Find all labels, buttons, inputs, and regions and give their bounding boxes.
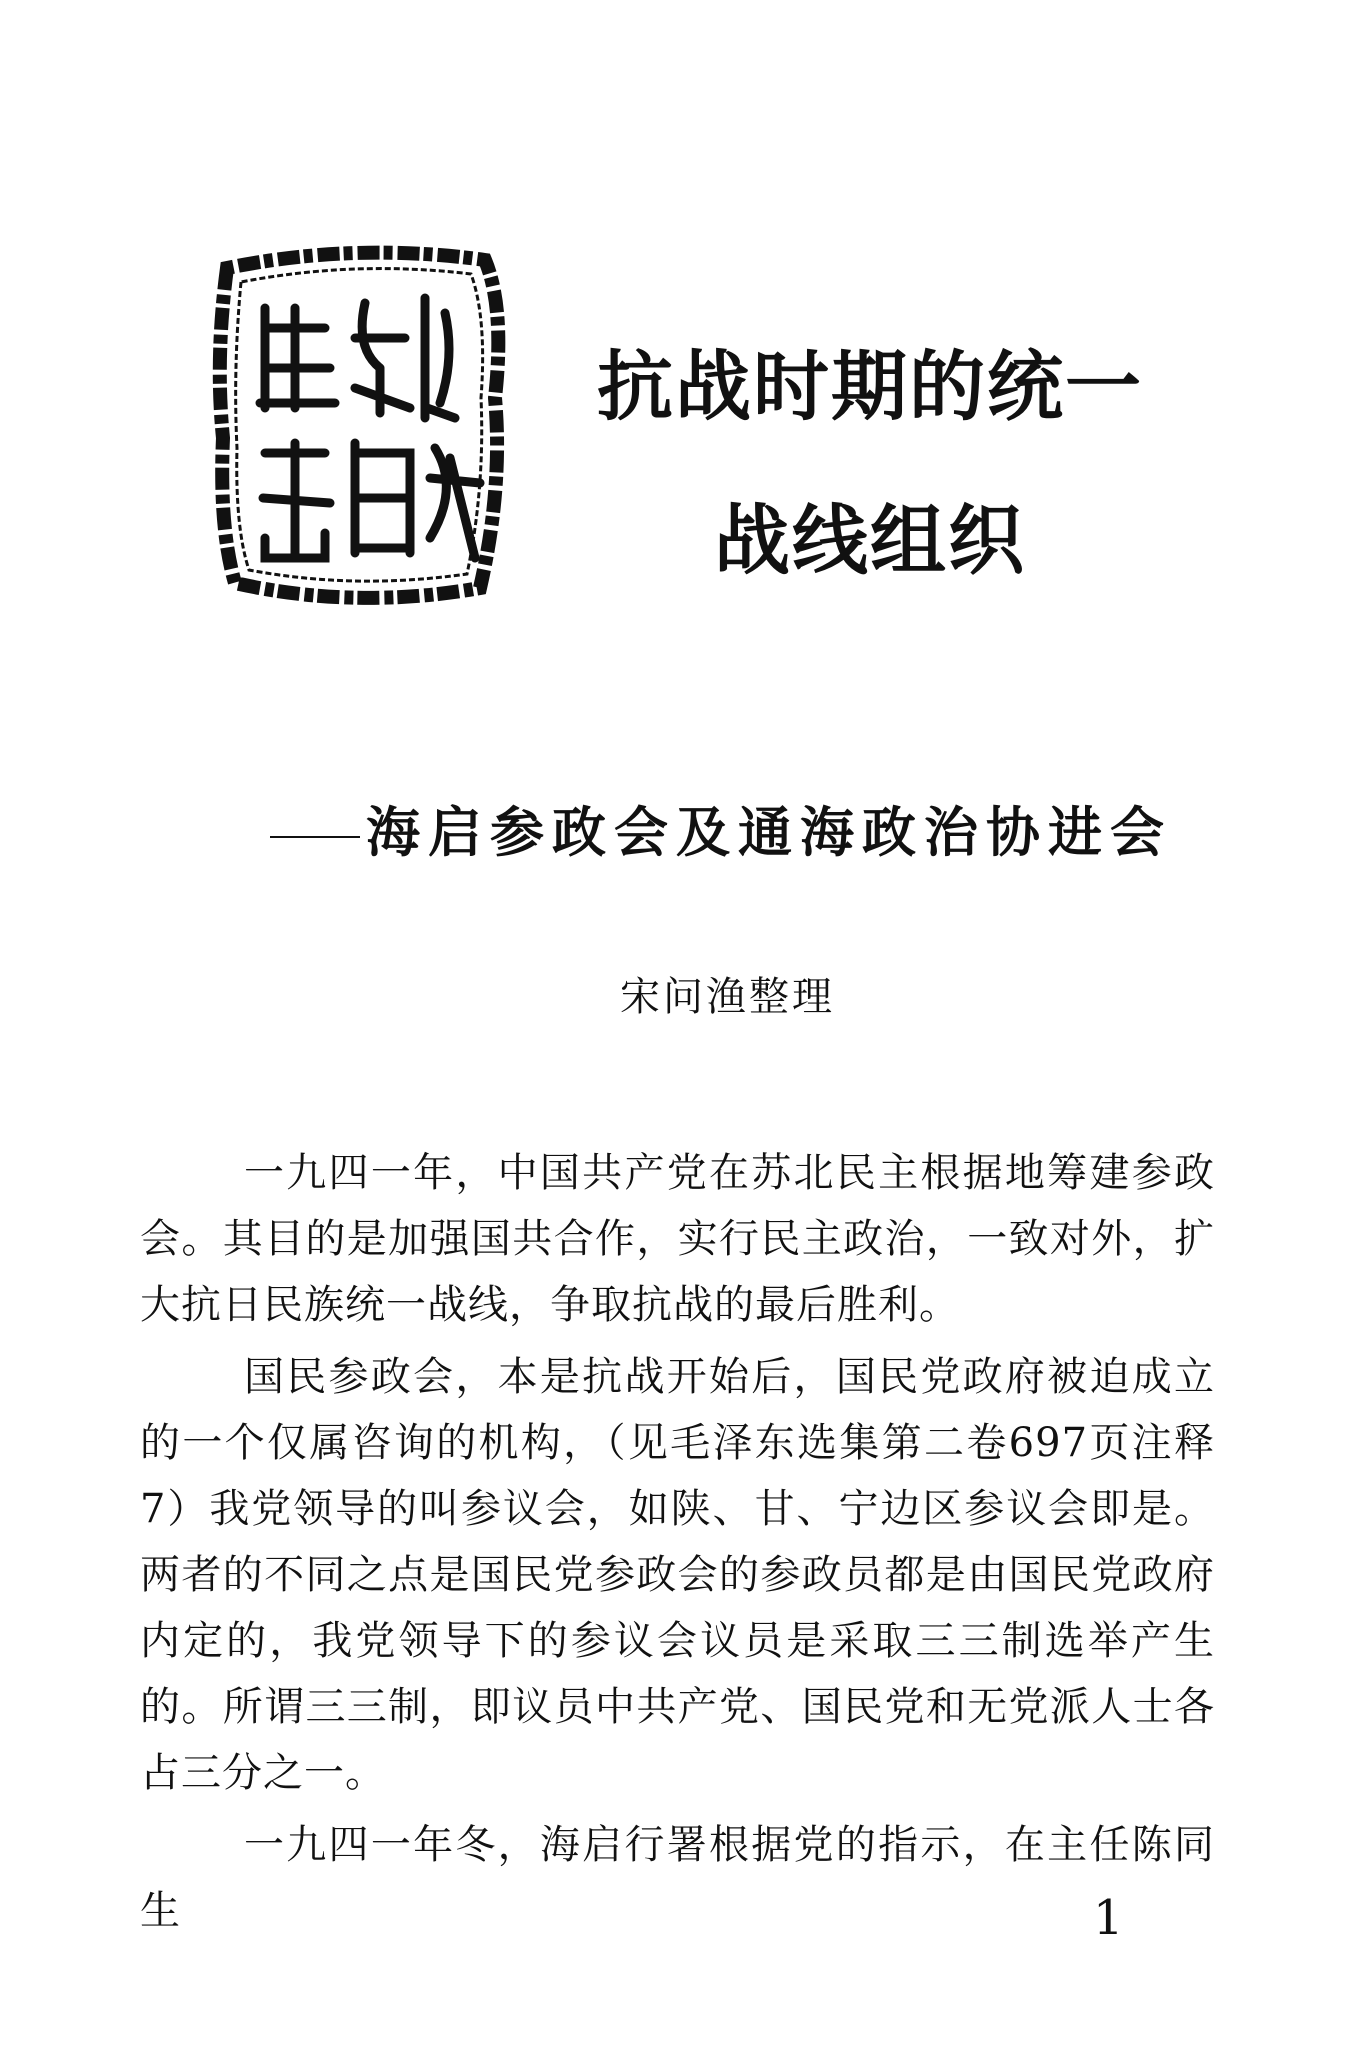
paragraph: 一九四一年冬，海启行署根据党的指示，在主任陈同生 bbox=[140, 1822, 1215, 1934]
subtitle bbox=[270, 790, 1170, 867]
author-line: 宋问渔整理 bbox=[620, 974, 835, 1020]
paragraph: 国民参政会，本是抗战开始后，国民党政府被迫成立的一个仅属咨询的机构，（见毛泽东选集第二卷697页注释7）我党领导的叫参议会，如陕、甘、宁边区参议会即是。两者的不同之点是国民党参政会的参政员都是由国民党政府内定的，我党领导下的参议会议员是采取三三制选举产生的。所谓三三制，即议员中共产党、国民党和无党派人士各占三分之一。 bbox=[140, 1354, 1215, 1796]
subtitle-text: 海启参政会及通海政治协进会 bbox=[366, 800, 1172, 864]
title-line-1: 抗战时期的统一 bbox=[597, 342, 1143, 431]
seal-stamp bbox=[205, 238, 515, 613]
body-text bbox=[140, 1140, 1215, 1950]
title-line-2: 战线组织 bbox=[714, 496, 1026, 585]
page-number: 1 bbox=[1093, 1890, 1124, 1946]
paragraph: 一九四一年，中国共产党在苏北民主根据地筹建参政会。其目的是加强国共合作，实行民主政治，一致对外，扩大抗日民族统一战线，争取抗战的最后胜利。 bbox=[140, 1150, 1215, 1328]
subtitle-dash bbox=[270, 836, 360, 838]
